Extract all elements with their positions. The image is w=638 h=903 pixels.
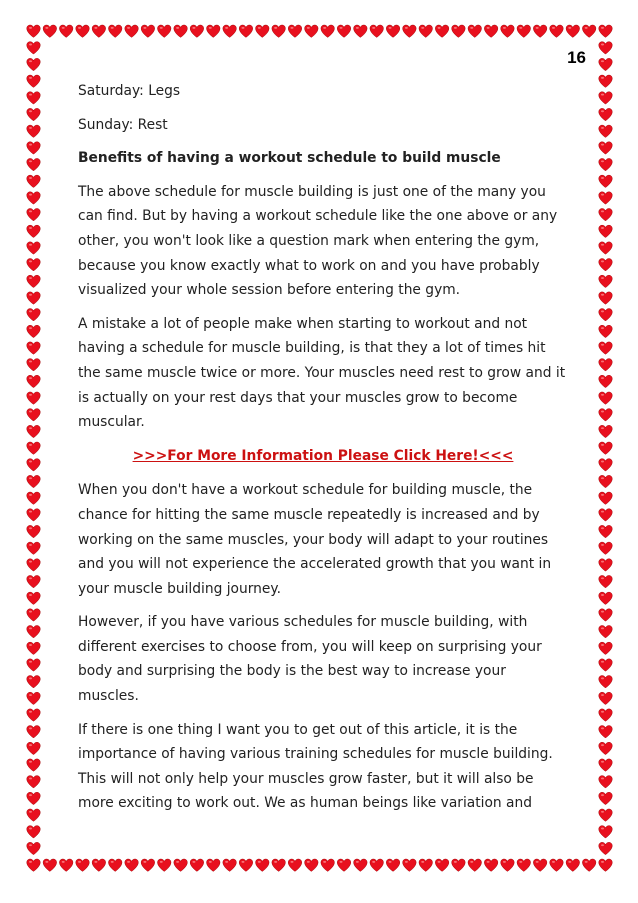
heart-icon	[27, 275, 41, 287]
heart-icon	[108, 25, 122, 37]
heart-icon	[27, 442, 41, 454]
heart-icon	[27, 776, 41, 788]
heart-icon	[599, 676, 613, 688]
heart-icon	[27, 559, 41, 571]
heart-icon	[27, 225, 41, 237]
heart-icon	[435, 25, 449, 37]
heart-icon	[599, 592, 613, 604]
heart-icon	[599, 309, 613, 321]
heart-icon	[27, 392, 41, 404]
heart-icon	[582, 859, 596, 871]
heart-icon	[599, 409, 613, 421]
heart-icon	[582, 25, 596, 37]
heart-icon	[27, 575, 41, 587]
heart-icon	[27, 175, 41, 187]
page-number: 16	[567, 48, 586, 67]
heart-icon	[599, 342, 613, 354]
heart-icon	[223, 859, 237, 871]
heart-icon	[27, 609, 41, 621]
heart-icon	[27, 108, 41, 120]
more-info-link[interactable]: >>>For More Information Please Click Here!<<<	[132, 447, 514, 464]
heart-icon	[337, 25, 351, 37]
heart-icon	[599, 826, 613, 838]
heart-icon	[599, 642, 613, 654]
heart-icon	[27, 142, 41, 154]
heart-icon	[174, 25, 188, 37]
heart-icon	[550, 25, 564, 37]
heart-icon	[468, 25, 482, 37]
heart-icon	[27, 726, 41, 738]
paragraph-1: The above schedule for muscle building is just one of the many you can find. But by having a workout schedule like the one above or any other, you won't look like a question mark when entering the gym, because you know exactly what to work on and you have probably visualized your whole session before entering the gym.	[78, 183, 558, 299]
heart-icon	[599, 525, 613, 537]
heart-icon	[599, 475, 613, 487]
heart-icon	[533, 25, 547, 37]
heart-icon	[27, 509, 41, 521]
heart-icon	[190, 859, 204, 871]
heart-icon	[27, 425, 41, 437]
heart-icon	[27, 525, 41, 537]
heart-icon	[27, 242, 41, 254]
heart-icon	[27, 309, 41, 321]
heart-icon	[599, 709, 613, 721]
heart-icon	[125, 25, 139, 37]
heart-icon	[256, 859, 269, 871]
heart-icon	[43, 25, 57, 37]
heart-icon	[599, 625, 613, 637]
link-container	[78, 444, 568, 469]
heart-icon	[305, 859, 319, 871]
paragraph-5: If there is one thing I want you to get out of this article, it is the importance of having various training schedules for muscle building. This will not only help your muscles grow faster, but it will also be more exciting to work out. We as human beings like variation and	[78, 721, 553, 812]
heart-icon	[599, 375, 613, 387]
heart-icon	[27, 208, 41, 220]
heart-icon	[403, 25, 417, 37]
heart-icon	[599, 859, 613, 871]
heart-icon	[550, 859, 564, 871]
heart-icon	[354, 859, 368, 871]
heart-icon	[27, 158, 41, 170]
heart-icon	[599, 325, 613, 337]
heart-icon	[190, 25, 204, 37]
heart-icon	[305, 25, 319, 37]
heart-icon	[599, 509, 613, 521]
heart-icon	[386, 25, 400, 37]
heart-icon	[272, 25, 286, 37]
heart-icon	[468, 859, 482, 871]
heart-icon	[27, 759, 41, 771]
heart-icon	[321, 859, 335, 871]
heart-icon	[599, 58, 613, 70]
heart-icon	[599, 792, 613, 804]
heart-icon	[27, 58, 41, 70]
heart-icon	[403, 859, 417, 871]
heart-icon	[599, 842, 613, 854]
heart-icon	[27, 475, 41, 487]
heart-icon	[566, 25, 580, 37]
heart-icon	[207, 25, 221, 37]
heart-icon	[27, 792, 41, 804]
heart-icon	[27, 659, 41, 671]
heart-icon	[76, 859, 90, 871]
heart-icon	[321, 25, 335, 37]
heart-icon	[27, 592, 41, 604]
heart-icon	[288, 859, 302, 871]
heart-icon	[599, 609, 613, 621]
heart-icon	[27, 75, 41, 87]
heart-icon	[141, 25, 155, 37]
heart-icon	[27, 742, 41, 754]
heart-icon	[599, 192, 613, 204]
heart-icon	[599, 575, 613, 587]
heart-icon	[599, 359, 613, 371]
heart-icon	[599, 42, 613, 54]
heart-icon	[599, 726, 613, 738]
heart-icon	[599, 225, 613, 237]
heart-icon	[599, 208, 613, 220]
heart-icon	[599, 742, 613, 754]
heart-icon	[599, 275, 613, 287]
heart-icon	[27, 292, 41, 304]
heart-icon	[27, 359, 41, 371]
heart-icon	[452, 859, 466, 871]
paragraph-4: However, if you have various schedules for muscle building, with different exercises to choose from, you will keep on surprising your body and surprising the body is the best way to increase your muscles.	[78, 614, 542, 705]
heart-icon	[337, 859, 351, 871]
paragraph-2: A mistake a lot of people make when starting to workout and not having a schedule for muscle building, is that they a lot of times hit the same muscle twice or more. Your muscles need rest to grow and it is actually on your rest days that your muscles grow to become muscular.	[78, 315, 566, 431]
heart-icon	[370, 25, 384, 37]
heart-icon	[599, 492, 613, 504]
schedule-line-saturday: Saturday: Legs	[78, 83, 181, 99]
heart-icon	[27, 342, 41, 354]
section-heading: Benefits of having a workout schedule to build muscle	[78, 150, 501, 167]
heart-icon	[599, 542, 613, 554]
heart-icon	[484, 859, 498, 871]
heart-icon	[239, 859, 253, 871]
heart-icon	[27, 375, 41, 387]
heart-icon	[27, 459, 41, 471]
heart-icon	[27, 192, 41, 204]
schedule-line-sunday: Sunday: Rest	[78, 116, 168, 133]
heart-icon	[223, 25, 237, 37]
heart-icon	[27, 859, 41, 871]
heart-icon	[599, 25, 613, 37]
heart-icon	[599, 692, 613, 704]
heart-icon	[599, 559, 613, 571]
heart-icon	[435, 859, 449, 871]
heart-icon	[501, 25, 515, 37]
heart-icon	[27, 259, 41, 271]
heart-icon	[239, 25, 253, 37]
heart-icon	[27, 125, 41, 137]
heart-icon	[599, 108, 613, 120]
heart-icon	[599, 158, 613, 170]
heart-icon	[599, 242, 613, 254]
paragraph-3: When you don't have a workout schedule for building muscle, the chance for hitting the same muscle repeatedly is increased and by working on the same muscles, your body will adapt to your routines and you will not experience the accelerated growth that you want in your muscle building journey.	[78, 482, 552, 597]
heart-icon	[288, 25, 302, 37]
heart-icon	[599, 125, 613, 137]
heart-icon	[27, 25, 41, 37]
heart-icon	[174, 859, 188, 871]
heart-icon	[599, 759, 613, 771]
heart-icon	[43, 859, 57, 871]
heart-icon	[354, 25, 368, 37]
heart-icon	[419, 25, 433, 37]
heart-icon	[419, 859, 433, 871]
heart-icon	[599, 425, 613, 437]
heart-icon	[599, 809, 613, 821]
heart-icon	[59, 25, 73, 37]
heart-icon	[452, 25, 466, 37]
heart-icon	[27, 325, 41, 337]
heart-icon	[157, 859, 171, 871]
heart-icon	[599, 292, 613, 304]
heart-icon	[27, 542, 41, 554]
heart-icon	[599, 442, 613, 454]
heart-icon	[125, 859, 139, 871]
heart-icon	[27, 826, 41, 838]
heart-icon	[256, 25, 269, 37]
heart-icon	[501, 859, 515, 871]
heart-icon	[157, 25, 171, 37]
heart-icon	[27, 692, 41, 704]
heart-icon	[599, 75, 613, 87]
heart-icon	[108, 859, 122, 871]
heart-icon	[27, 42, 41, 54]
heart-icon	[207, 859, 221, 871]
heart-icon	[27, 492, 41, 504]
heart-icon	[517, 859, 531, 871]
heart-icon	[27, 625, 41, 637]
heart-icon	[27, 92, 41, 104]
heart-icon	[59, 859, 73, 871]
page-body	[78, 79, 568, 825]
heart-icon	[27, 842, 41, 854]
heart-icon	[92, 25, 106, 37]
heart-icon	[599, 459, 613, 471]
heart-icon	[370, 859, 384, 871]
heart-icon	[533, 859, 547, 871]
heart-icon	[76, 25, 90, 37]
heart-icon	[599, 259, 613, 271]
heart-icon	[27, 809, 41, 821]
heart-icon	[484, 25, 498, 37]
heart-icon	[599, 776, 613, 788]
heart-icon	[272, 859, 286, 871]
heart-icon	[599, 392, 613, 404]
heart-icon	[599, 175, 613, 187]
heart-icon	[27, 642, 41, 654]
heart-icon	[599, 142, 613, 154]
heart-icon	[517, 25, 531, 37]
heart-icon	[599, 92, 613, 104]
heart-icon	[386, 859, 400, 871]
heart-icon	[27, 676, 41, 688]
heart-icon	[141, 859, 155, 871]
heart-icon	[27, 709, 41, 721]
heart-icon	[599, 659, 613, 671]
heart-icon	[566, 859, 580, 871]
heart-icon	[92, 859, 106, 871]
heart-icon	[27, 409, 41, 421]
